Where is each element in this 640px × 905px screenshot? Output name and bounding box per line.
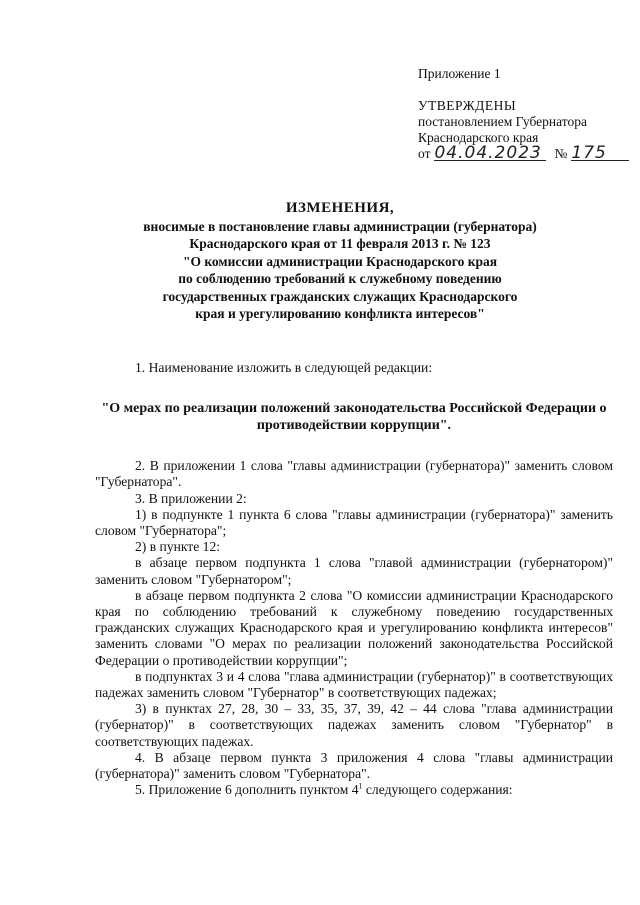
paragraph-4: 4. В абзаце первом пункта 3 приложения 4 слова "главы администрации (губернатора)" заменить словом "Губернатора". (95, 749, 613, 782)
title-line: вносимые в постановление главы администрации (губернатора) (143, 218, 537, 234)
handwritten-date: 04.04.2023 (434, 146, 546, 161)
document-body (95, 360, 613, 798)
paragraph-3-2-a: в абзаце первом подпункта 1 слова "главой администрации (губернатором)" заменить словом "Губернатором"; (95, 555, 613, 587)
superscript: 1 (358, 781, 363, 791)
title-line: "О комиссии администрации Краснодарского края (182, 253, 498, 269)
paragraph-3: 3. В приложении 2: (135, 490, 247, 506)
title-line: по соблюдению требований к служебному поведению (178, 271, 502, 286)
paragraph-5-tail: следующего содержания: (362, 782, 513, 798)
annex-label: Приложение 1 (418, 66, 501, 81)
paragraph-3-2-b: в абзаце первом подпункта 2 слова "О комиссии администрации Краснодарского края по соблюдению требований к служебному поведению государственных гражданских служащих Краснодарского края и урегулированию конфликта интересов" заменить словами "О мерах по реализации положений законодательства Российской Федерации о противодействии коррупции"; (95, 587, 613, 668)
title-line: государственных гражданских служащих Краснодарского (162, 288, 518, 304)
paragraph-2: 2. В приложении 1 слова "главы администрации (губернатора)" заменить словом "Губернатора". (95, 458, 613, 490)
from-label: от (418, 146, 431, 161)
document-title (100, 200, 580, 323)
title-head: ИЗМЕНЕНИЯ, (285, 200, 395, 216)
paragraph-5 (95, 782, 613, 798)
paragraph-1: 1. Наименование изложить в следующей редакции: (135, 360, 433, 375)
approval-line-2: Краснодарского края (418, 130, 539, 145)
title-line: Краснодарского края от 11 февраля 2013 г. № 123 (189, 236, 491, 251)
paragraph-3-3: 3) в пунктах 27, 28, 30 – 33, 35, 37, 39, 42 – 44 слова "глава администрации (губернатор)" в соответствующих падежах заменить словом "Губернатор" в соответствующих падежах. (95, 701, 613, 749)
handwritten-number: 175 (571, 146, 629, 161)
quoted-new-title: "О мерах по реализации положений законодательства Российской Федерации о противодействии коррупции". (101, 401, 607, 434)
approval-block (418, 66, 629, 162)
approval-line-1: постановлением Губернатора (418, 114, 587, 129)
approved-label: УТВЕРЖДЕНЫ (418, 98, 517, 113)
paragraph-3-2: 2) в пункте 12: (135, 539, 221, 555)
date-number-line (418, 143, 629, 163)
paragraph-5-text: 5. Приложение 6 дополнить пунктом 4 (135, 782, 359, 798)
number-label: № (554, 146, 568, 161)
paragraph-3-2-c: в подпунктах 3 и 4 слова "глава администрации (губернатор)" в соответствующих падежах заменить словом "Губернатор" в соответствующих падежах; (95, 668, 613, 701)
paragraph-3-1: 1) в подпункте 1 пункта 6 слова "главы администрации (губернатора)" заменить словом "Губернатора"; (95, 506, 613, 539)
title-line: края и урегулированию конфликта интересов" (195, 306, 485, 321)
